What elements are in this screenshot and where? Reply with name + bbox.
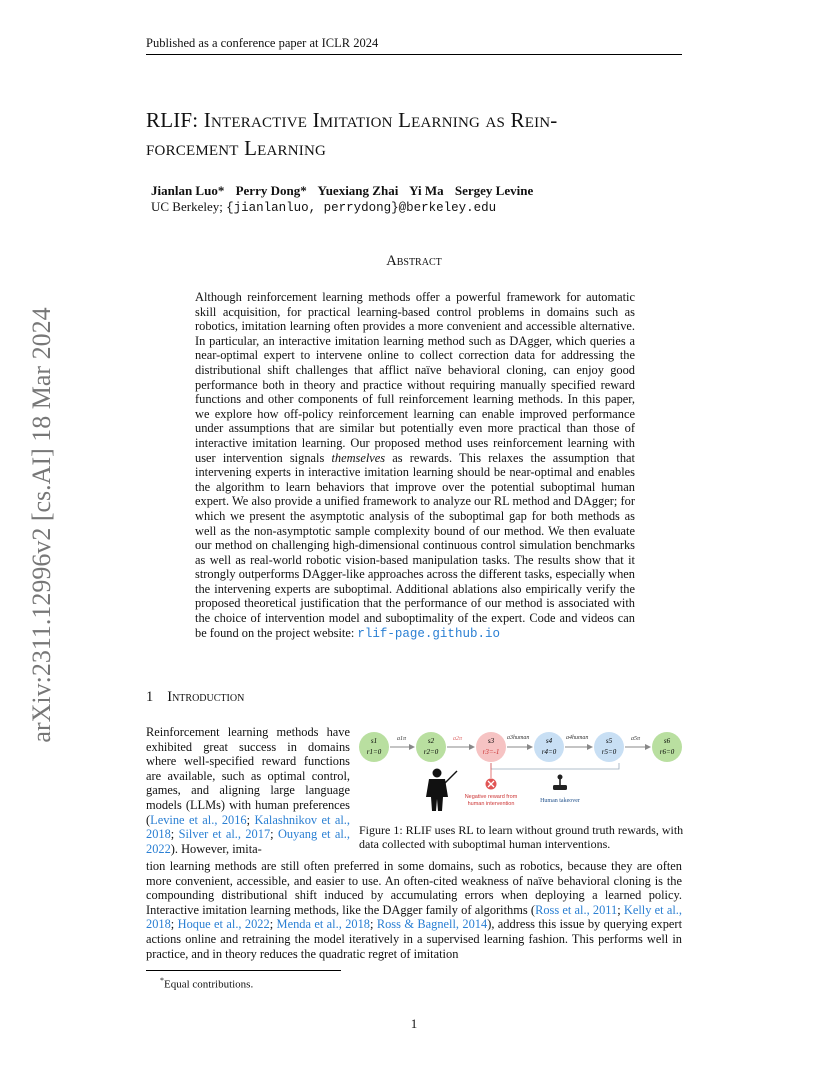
state-node	[534, 732, 564, 762]
reward-label: r2=0	[423, 748, 439, 756]
footnote-rule	[146, 970, 341, 971]
section-title: Introduction	[167, 689, 245, 705]
intro-text: ). However, imita-	[170, 841, 262, 856]
reward-label: r6=0	[659, 748, 675, 756]
author: Sergey Levine	[454, 183, 534, 198]
negative-reward-icon	[486, 763, 497, 790]
action-label: a1π	[397, 736, 407, 742]
figure-1-caption: Figure 1: RLIF uses RL to learn without ground truth rewards, with data collected with suboptimal human interventions.	[359, 823, 684, 852]
citation-link[interactable]: Ouyang et al., 2022	[146, 827, 350, 856]
state-node	[416, 732, 446, 762]
page-number: 1	[410, 1016, 418, 1031]
intro-text: ;	[170, 827, 179, 842]
footnote-text: Equal contributions.	[164, 978, 254, 991]
title-line-1: RLIF: Interactive Imitation Learning as Rein-	[146, 108, 558, 132]
intro-text: ;	[170, 917, 178, 932]
intro-text: ;	[269, 917, 277, 932]
intervention-bracket	[491, 763, 619, 769]
human-expert-icon	[426, 769, 457, 812]
figure-1-diagram	[357, 727, 687, 822]
arxiv-identifier: arXiv:2311.12996v2 [cs.AI] 18 Mar 2024	[27, 307, 56, 743]
footnote	[160, 976, 253, 991]
intro-text: tion learning methods are still often preferred in some domains, such as robotics, because they are often more convenient, accessible, and easier to use. An often-cited weakness of naïve behavioral cloning is the compounding distributional shift induced by accumulating errors when deploying a learned policy. Interactive imitation learning methods, like the DAgger family of algorithms (	[146, 859, 682, 917]
citation-link[interactable]: Hoque et al., 2022	[177, 917, 270, 932]
project-website-link[interactable]: rlif-page.github.io	[357, 626, 500, 641]
abstract-text: Although reinforcement learning methods offer a powerful framework for automatic skill acquisition, for practical learning-based control problems in domains such as robotics, imitation learning often provides a more convenient and accessible alternative. In particular, an interactive imitation learning method such as DAgger, which queries a near-optimal expert to intervene online to collect correction data for addressing the distributional shift challenges that afflict naïve behavioral cloning, can enjoy good performance both in theory and practice without requiring manually specified reward functions and other components of full reinforcement learning methods. In this paper, we explore how off-policy reinforcement learning can enable improved performance under assumptions that are similar but potentially even more practical than those of interactive imitation learning. Our proposed method uses reinforcement learning with user intervention signals	[195, 290, 635, 465]
section-heading	[146, 689, 244, 706]
reward-label: r5=0	[601, 748, 617, 756]
abstract-body	[195, 290, 635, 641]
affiliation-name: UC Berkeley;	[151, 199, 227, 214]
state-label: s1	[370, 737, 378, 745]
intro-paragraph-start	[146, 725, 350, 856]
author: Yi Ma	[409, 183, 444, 198]
intro-text: ;	[270, 827, 278, 842]
state-label: s5	[605, 737, 613, 745]
action-label: a3human	[507, 735, 530, 741]
author-list	[151, 183, 541, 199]
reward-label: r4=0	[541, 748, 557, 756]
action-label: a4human	[566, 735, 589, 741]
citation-link[interactable]: Levine et al., 2016	[150, 812, 247, 827]
intro-text: ;	[617, 902, 624, 917]
negative-reward-label: Negative reward from	[464, 794, 518, 800]
author: Jianlan Luo*	[151, 183, 225, 198]
citation-link[interactable]: Ross et al., 2011	[535, 902, 618, 917]
citation-link[interactable]: Silver et al., 2017	[178, 827, 271, 842]
state-label: s2	[427, 737, 435, 745]
citation-link[interactable]: Kelly et al., 2018	[146, 902, 682, 932]
abstract-text-cont: as rewards. This relaxes the assumption that intervening experts in interactive imitation learning should be near-optimal and enables the algorithm to learn behaviors that improve over the potential suboptimal human expert. We also provide a unified framework to analyze our RL method and DAgger; for which we present the asymptotic analysis of the suboptimal gap for both methods as well as the non-asymptotic sample complexity bound of our method. We then evaluate our method on challenging high-dimensional continuous control simulation benchmarks as well as real-world robotic vision-based manipulation tasks. The results show that it strongly outperforms DAgger-like approaches across the different tasks, especially when the intervening experts are suboptimal. Additional ablations also empirically verify the proposed theoretical justification that the performance of our method is associated with the choice of intervention model and suboptimality of the expert. Code and videos can be found on the project website:	[195, 450, 636, 640]
state-node-negative	[476, 732, 506, 762]
state-label: s3	[487, 737, 495, 745]
running-header: Published as a conference paper at ICLR 2024	[146, 36, 379, 50]
title-line-2: forcement Learning	[146, 136, 327, 160]
abstract-heading: Abstract	[386, 253, 442, 269]
paper-title	[146, 106, 706, 162]
citation-link[interactable]: Kalashnikov et al., 2018	[146, 812, 351, 842]
state-node	[359, 732, 389, 762]
action-label: a5π	[631, 736, 641, 742]
reward-label: r3=-1	[482, 748, 500, 756]
intro-paragraph-cont	[146, 859, 682, 961]
intro-text: ;	[370, 917, 377, 932]
state-label: s4	[545, 737, 553, 745]
state-node	[594, 732, 624, 762]
state-label: s6	[663, 737, 671, 745]
header-rule	[146, 54, 682, 55]
negative-reward-label: human intervention	[467, 801, 515, 807]
author: Perry Dong*	[235, 183, 307, 198]
citation-link[interactable]: Menda et al., 2018	[276, 917, 370, 932]
section-number: 1	[146, 689, 154, 705]
abstract-emphasis: themselves	[331, 450, 386, 465]
footnote-mark: *	[160, 976, 164, 985]
intro-text: ), address this issue by querying expert actions online and retraining the model iteratively in a supervised learning fashion. This performs well in practice, and in theory reduces the quadratic regret of imitation	[146, 917, 683, 961]
affiliation	[151, 199, 496, 215]
citation-link[interactable]: Ross & Bagnell, 2014	[376, 917, 488, 932]
author: Yuexiang Zhai	[317, 183, 399, 198]
arxiv-sidebar	[22, 290, 62, 760]
author-emails: {jianlanluo, perrydong}@berkeley.edu	[226, 201, 497, 215]
action-label: a2π	[453, 736, 463, 742]
state-node	[652, 732, 682, 762]
reward-label: r1=0	[366, 748, 382, 756]
intro-text: ;	[246, 812, 255, 827]
intro-text: Reinforcement learning methods have exhibited great success in domains where well-specified reward functions are available, such as optimal control, games, and aligning large language models (LLMs) with human preferences (	[146, 725, 350, 827]
joystick-icon	[553, 775, 567, 791]
human-takeover-label: Human takeover	[540, 798, 580, 804]
